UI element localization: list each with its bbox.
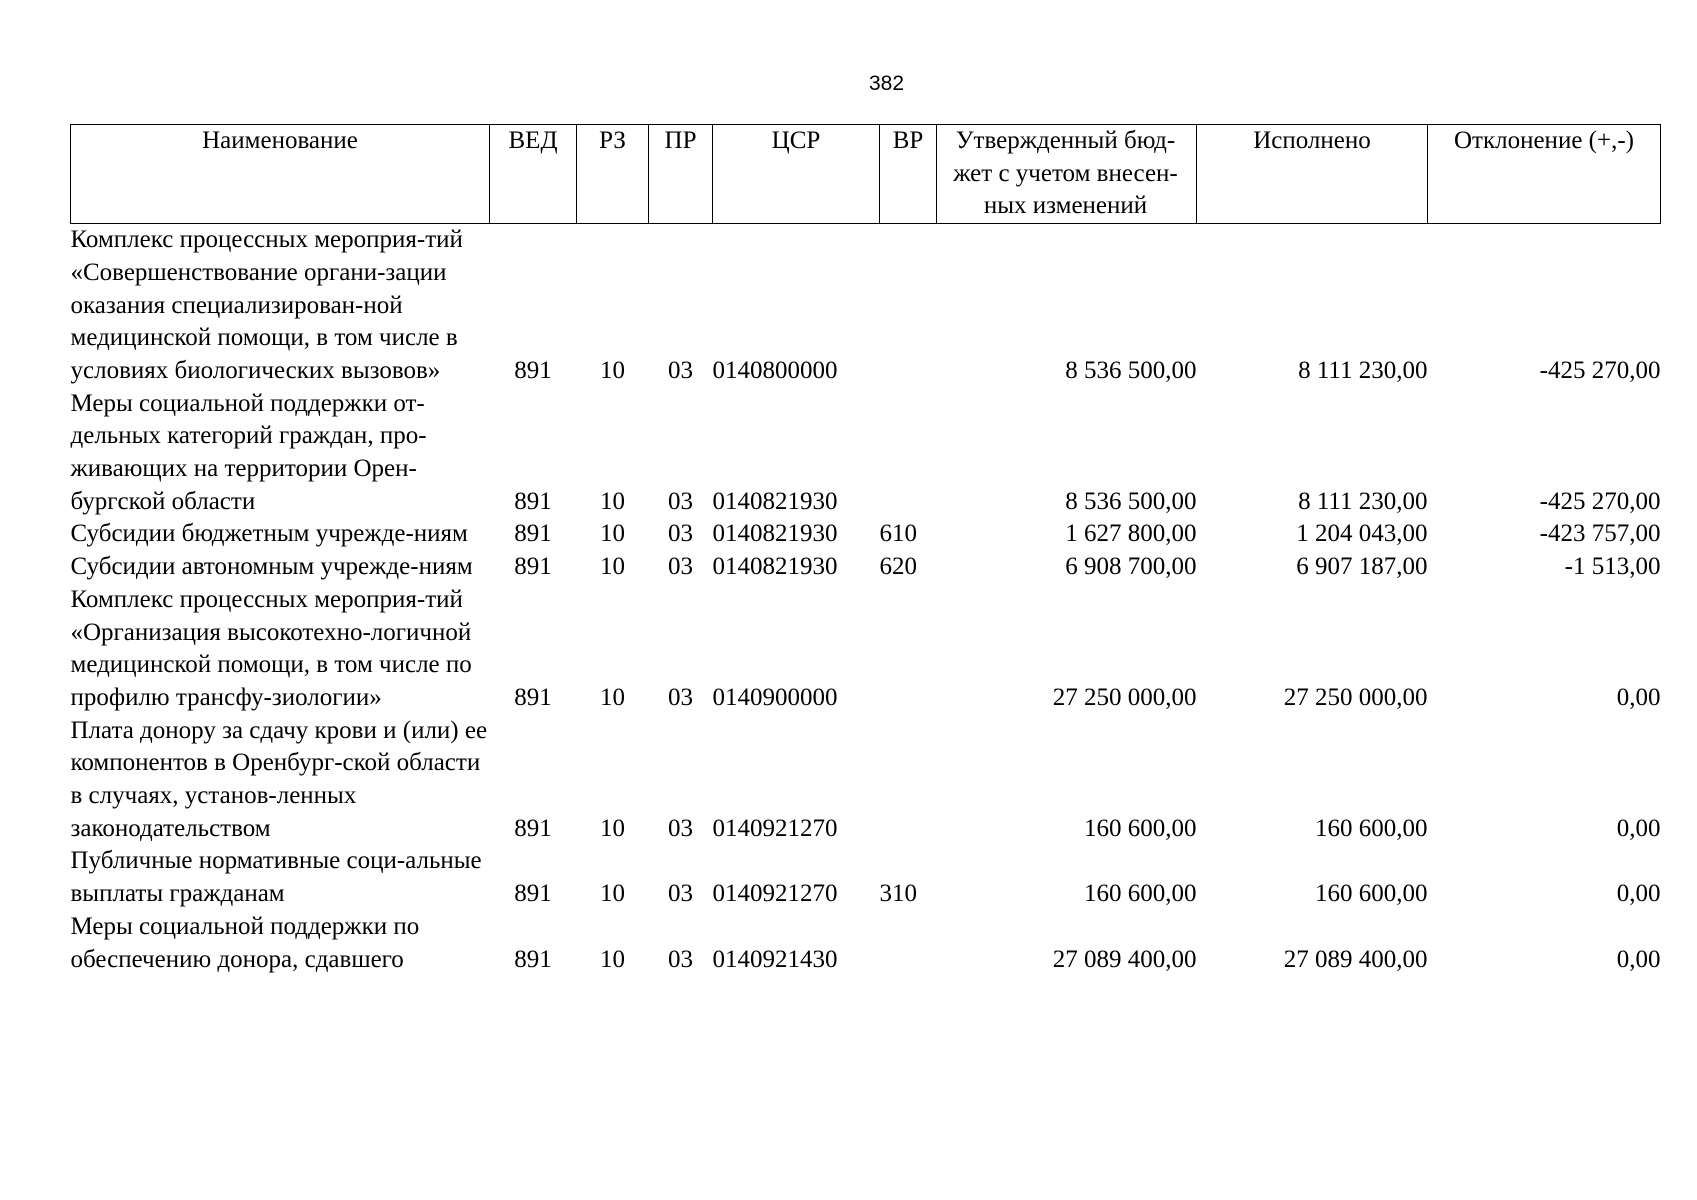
cell-vr (880, 584, 937, 715)
cell-deviation: 0,00 (1616, 880, 1661, 908)
cell-rz: 10 (600, 520, 625, 548)
cell-deviation: -1 513,00 (1564, 553, 1661, 581)
cell-deviation: 0,00 (1616, 683, 1661, 711)
cell-rz: 10 (600, 814, 625, 842)
cell-rz: 10 (600, 356, 625, 384)
cell-approved: 8 536 500,00 (1065, 487, 1197, 515)
cell-csr: 0140921270 (712, 880, 838, 908)
cell-approved: 6 908 700,00 (1065, 553, 1197, 581)
cell-executed: 160 600,00 (1315, 880, 1428, 908)
cell-vr (880, 911, 937, 976)
cell-name: Публичные нормативные соци-альные выплаты гражданам (70, 847, 482, 908)
cell-csr: 0140821930 (712, 553, 838, 581)
cell-deviation: -425 270,00 (1539, 356, 1661, 384)
table-header-row (71, 125, 1661, 224)
header-executed: Исполнено (1197, 125, 1428, 224)
table-row (71, 551, 1661, 584)
cell-pr: 03 (668, 814, 693, 842)
header-deviation: Отклонение (+,-) (1428, 125, 1661, 224)
header-csr: ЦСР (713, 125, 880, 224)
table-row (71, 224, 1661, 388)
cell-approved: 8 536 500,00 (1065, 356, 1197, 384)
cell-vr: 610 (879, 520, 917, 548)
cell-csr: 0140921270 (712, 814, 838, 842)
cell-approved: 27 089 400,00 (1052, 945, 1197, 973)
cell-csr: 0140800000 (712, 356, 838, 384)
cell-vr (880, 224, 937, 388)
table-row (71, 911, 1661, 976)
cell-executed: 8 111 230,00 (1298, 487, 1428, 515)
cell-ved: 891 (514, 814, 552, 842)
cell-vr: 310 (879, 880, 917, 908)
cell-vr (880, 715, 937, 846)
cell-name: Субсидии бюджетным учрежде-ниям (70, 520, 468, 548)
table-row (71, 388, 1661, 519)
table-row (71, 845, 1661, 910)
table-row (71, 518, 1661, 551)
cell-deviation: -425 270,00 (1539, 487, 1661, 515)
header-rz: РЗ (577, 125, 649, 224)
cell-approved: 1 627 800,00 (1065, 520, 1197, 548)
cell-deviation: -423 757,00 (1539, 520, 1661, 548)
cell-deviation: 0,00 (1616, 945, 1661, 973)
cell-csr: 0140821930 (712, 520, 838, 548)
cell-executed: 27 250 000,00 (1283, 683, 1428, 711)
cell-deviation: 0,00 (1616, 814, 1661, 842)
cell-name: Комплекс процессных мероприя-тий «Организация высокотехно-логичной медицинской помощи, в том числе по профилю трансфу-зиологии» (70, 585, 472, 711)
cell-rz: 10 (600, 553, 625, 581)
cell-ved: 891 (514, 487, 552, 515)
cell-vr: 620 (879, 553, 917, 581)
header-name: Наименование (71, 125, 490, 224)
cell-rz: 10 (600, 880, 625, 908)
cell-approved: 160 600,00 (1084, 880, 1197, 908)
cell-ved: 891 (514, 945, 552, 973)
cell-executed: 160 600,00 (1315, 814, 1428, 842)
cell-name: Меры социальной поддержки от-дельных категорий граждан, про-живающих на территории Орен-бургской области (70, 389, 427, 515)
cell-name: Субсидии автономным учрежде-ниям (70, 553, 473, 581)
table-row (71, 584, 1661, 715)
cell-pr: 03 (668, 356, 693, 384)
cell-ved: 891 (514, 553, 552, 581)
header-ved: ВЕД (490, 125, 577, 224)
cell-vr (880, 388, 937, 519)
cell-pr: 03 (668, 553, 693, 581)
cell-ved: 891 (514, 356, 552, 384)
budget-table (70, 124, 1661, 976)
cell-name: Меры социальной поддержки по обеспечению донора, сдавшего (70, 912, 420, 973)
cell-executed: 1 204 043,00 (1296, 520, 1428, 548)
header-approved-budget: Утвержденный бюд-жет с учетом внесен-ных изменений (937, 125, 1197, 224)
cell-csr: 0140921430 (712, 945, 838, 973)
header-pr: ПР (649, 125, 713, 224)
cell-csr: 0140900000 (712, 683, 838, 711)
table-row (71, 715, 1661, 846)
cell-rz: 10 (600, 487, 625, 515)
cell-rz: 10 (600, 945, 625, 973)
cell-csr: 0140821930 (712, 487, 838, 515)
cell-pr: 03 (668, 945, 693, 973)
cell-approved: 160 600,00 (1084, 814, 1197, 842)
cell-executed: 27 089 400,00 (1283, 945, 1428, 973)
cell-ved: 891 (514, 520, 552, 548)
cell-name: Комплекс процессных мероприя-тий «Совершенствование органи-зации оказания специализирован-ной медицинской помощи, в том числе в условиях биологических вызовов» (70, 226, 463, 384)
cell-pr: 03 (668, 487, 693, 515)
cell-ved: 891 (514, 683, 552, 711)
cell-name: Плата донору за сдачу крови и (или) ее компонентов в Оренбург-ской области в случаях, установ-ленных законодательством (70, 716, 488, 842)
cell-pr: 03 (668, 520, 693, 548)
cell-pr: 03 (668, 683, 693, 711)
header-vr: ВР (880, 125, 937, 224)
cell-approved: 27 250 000,00 (1052, 683, 1197, 711)
cell-pr: 03 (668, 880, 693, 908)
cell-executed: 6 907 187,00 (1296, 553, 1428, 581)
cell-executed: 8 111 230,00 (1298, 356, 1428, 384)
cell-ved: 891 (514, 880, 552, 908)
page-number: 382 (868, 72, 905, 95)
cell-rz: 10 (600, 683, 625, 711)
